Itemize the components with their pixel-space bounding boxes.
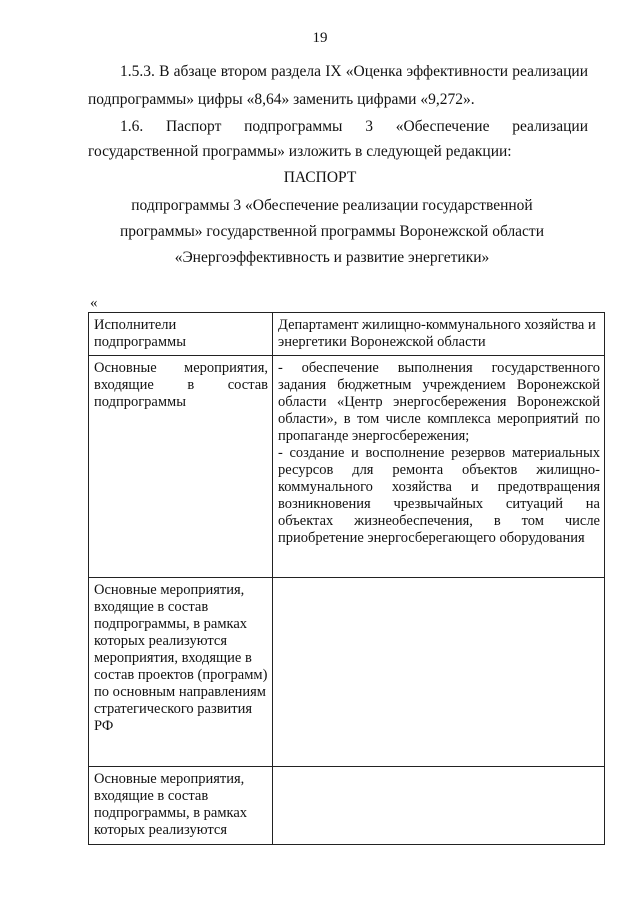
table-row-executors: [89, 313, 605, 356]
table-row-main-activities: [89, 356, 605, 578]
page-number: 19: [312, 30, 328, 46]
row-value: [273, 356, 605, 578]
row-label: Основные мероприятия, входящие в состав подпрограммы, в рамках которых реализуются: [89, 767, 273, 845]
row-label: Исполнители подпрограммы: [89, 313, 273, 356]
passport-title: ПАСПОРТ: [283, 169, 357, 186]
passport-subtitle-line-3: «Энергоэффективность и развитие энергетики»: [174, 249, 490, 266]
table-row-strategic-projects: [89, 578, 605, 767]
paragraph-2-line-2: государственной программы» изложить в следующей редакции:: [88, 143, 512, 160]
row-value: [273, 767, 605, 845]
row-label: Основные мероприятия, входящие в состав подпрограммы: [89, 356, 273, 578]
table-row-continued: [89, 767, 605, 845]
row-label: Основные мероприятия, входящие в состав подпрограммы, в рамках которых реализуются мероприятия, входящие в состав проектов (программ) по основным направлениям стратегического развития РФ: [89, 578, 273, 767]
paragraph-1-line-2: подпрограммы» цифры «8,64» заменить цифрами «9,272».: [88, 91, 475, 108]
opening-quote-mark: «: [90, 295, 98, 311]
passport-table: [88, 312, 605, 845]
row-value: [273, 313, 605, 356]
row-value: [273, 578, 605, 767]
passport-subtitle-line-1: подпрограммы 3 «Обеспечение реализации государственной: [131, 197, 533, 214]
paragraph-2-line-1: 1.6. Паспорт подпрограммы 3 «Обеспечение реализации: [120, 118, 588, 135]
passport-subtitle-line-2: программы» государственной программы Воронежской области: [119, 223, 545, 240]
row-value-text: Департамент жилищно-коммунального хозяйства и энергетики Воронежской области: [278, 317, 596, 350]
activity-item: - создание и восполнение резервов материальных ресурсов для ремонта объектов жилищно-коммунального хозяйства и предотвращения возникновения чрезвычайных ситуаций на объектах жизнеобеспечения, в том числе приобретение энергосберегающего оборудования: [278, 445, 600, 546]
activity-item: - обеспечение выполнения государственного задания бюджетным учреждением Воронежской области «Центр энергосбережения Воронежской области», в том числе комплекса мероприятий по пропаганде энергосбережения;: [278, 360, 600, 444]
paragraph-1-line-1: 1.5.3. В абзаце втором раздела IX «Оценка эффективности реализации: [120, 63, 588, 80]
